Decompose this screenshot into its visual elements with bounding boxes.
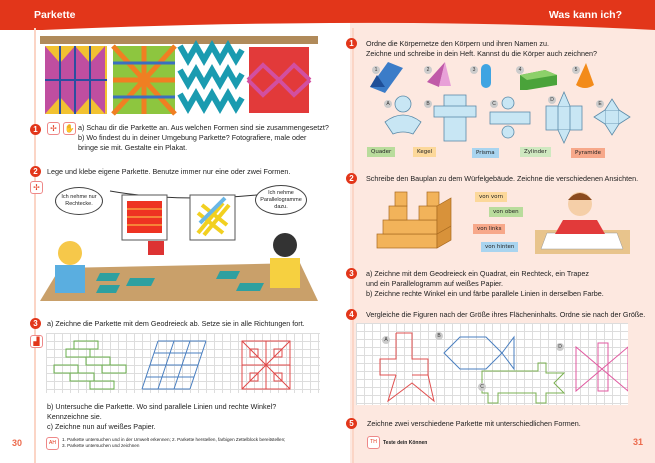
name-card[interactable]: Zylinder bbox=[520, 147, 551, 157]
task-number: 5 bbox=[346, 418, 357, 429]
margin-line bbox=[34, 28, 36, 463]
name-card[interactable]: Pyramide bbox=[571, 148, 605, 158]
view-card[interactable]: von hinten bbox=[481, 242, 518, 252]
star-parquet bbox=[242, 341, 290, 389]
figure-label: D bbox=[556, 343, 564, 351]
view-card[interactable]: von links bbox=[473, 224, 505, 234]
net-label: E bbox=[596, 100, 604, 108]
brick-parquet bbox=[54, 341, 126, 389]
task-text: c) Zeichne nun auf weißes Papier. bbox=[47, 422, 156, 431]
task-number: 1 bbox=[346, 38, 357, 49]
bar-steps-icon: ▟ bbox=[30, 335, 43, 348]
task-number: 2 bbox=[30, 166, 41, 177]
parquet-tile-1 bbox=[45, 46, 107, 114]
solid-label: 5 bbox=[572, 66, 580, 74]
footer-note: 3. Parkette untersuchen und zeichnen bbox=[62, 443, 140, 448]
task-text: Lege und klebe eigene Parkette. Benutze immer nur eine oder zwei Formen. bbox=[47, 167, 291, 176]
speech-bubble-right: Ich nehme Parallelogramme dazu. bbox=[255, 185, 307, 215]
net-label: C bbox=[490, 100, 498, 108]
task-text: und ein Parallelogramm auf weißes Papier. bbox=[366, 279, 504, 288]
hand-icon: ✋ bbox=[64, 124, 75, 133]
cube-building bbox=[375, 188, 465, 254]
view-card[interactable]: von vorn bbox=[475, 192, 507, 202]
task-text: b) Wo findest du in deiner Umgebung Parkette? Fotografiere, male oder bbox=[78, 133, 307, 142]
net-label: B bbox=[424, 100, 432, 108]
parquet-tile-4 bbox=[248, 46, 310, 114]
parquet-tiles-illustration bbox=[40, 36, 318, 118]
page-number: 31 bbox=[633, 437, 644, 447]
task-number: 2 bbox=[346, 173, 357, 184]
task-text: Kennzeichne sie. bbox=[47, 412, 102, 421]
boy-drawing-illustration bbox=[535, 188, 630, 254]
net-label: A bbox=[384, 100, 392, 108]
parquet-tile-2 bbox=[113, 46, 175, 114]
name-card[interactable]: Kegel bbox=[413, 147, 436, 157]
net-label: D bbox=[548, 96, 556, 104]
task-text: Vergleiche die Figuren nach der Größe ihres Flächeninhalts. Ordne sie nach der Größe. bbox=[366, 310, 646, 319]
figure-label: A bbox=[382, 336, 390, 344]
task-number: 4 bbox=[346, 309, 357, 320]
parquet-tile-3 bbox=[180, 46, 242, 114]
solid-label: 3 bbox=[470, 66, 478, 74]
cross-arrows-icon: ✢ bbox=[47, 122, 60, 135]
view-card[interactable]: von oben bbox=[489, 207, 523, 217]
name-card[interactable]: Prisma bbox=[472, 148, 499, 158]
cross-arrows-icon: ✢ bbox=[30, 181, 43, 194]
area-comparison-grid bbox=[356, 323, 628, 405]
footer-note: Teste dein Können bbox=[383, 440, 428, 446]
name-card[interactable]: Quader bbox=[367, 147, 395, 157]
parquet-grid bbox=[46, 333, 320, 393]
solid-label: 2 bbox=[424, 66, 432, 74]
figure-label: B bbox=[435, 332, 443, 340]
solid-label: 4 bbox=[516, 66, 524, 74]
solid-label: 1 bbox=[372, 66, 380, 74]
task-number: 1 bbox=[30, 124, 41, 135]
task-text: a) Zeichne die Parkette mit dem Geodreieck ab. Setze sie in alle Richtungen fort. bbox=[47, 319, 305, 328]
task-text: a) Schau dir die Parkette an. Aus welchen Formen sind sie zusammengesetzt? bbox=[78, 123, 329, 132]
task-number: 3 bbox=[346, 268, 357, 279]
figure-label: C bbox=[478, 383, 486, 391]
solids-and-nets bbox=[350, 60, 650, 150]
section-title: Was kann ich? bbox=[548, 9, 622, 21]
task-text: Ordne die Körpernetze den Körpern und ihren Namen zu. bbox=[366, 39, 549, 48]
parallelogram-parquet bbox=[142, 341, 206, 389]
test-icon: TH bbox=[367, 436, 380, 449]
task-text: Schreibe den Bauplan zu dem Würfelgebäude. Zeichne die verschiedenen Ansichten. bbox=[366, 174, 639, 183]
speech-bubble-left: Ich nehme nur Rechtecke. bbox=[55, 187, 103, 215]
task-text: bringe sie mit. Gestalte ein Plakat. bbox=[78, 143, 188, 152]
task-text: b) Zeichne rechte Winkel ein und färbe parallele Linien in derselben Farbe. bbox=[366, 289, 604, 298]
task-text: Zeichne und schreibe in dein Heft. Kannst du die Körper auch zeichnen? bbox=[366, 49, 597, 58]
footer-note: 1. Parkette untersuchen und in der Umwelt erkennen; 2. Parkette herstellen, farbigen Zettelblock bereitstellen; bbox=[62, 437, 286, 442]
page-number: 30 bbox=[12, 438, 23, 448]
teacher-notes-icon: AH bbox=[46, 437, 59, 450]
task-text: a) Zeichne mit dem Geodreieck ein Quadrat, ein Rechteck, ein Trapez bbox=[366, 269, 589, 278]
task-text: b) Untersuche die Parkette. Wo sind parallele Linien und rechte Winkel? bbox=[47, 402, 277, 411]
chapter-title: Parkette bbox=[34, 9, 76, 21]
task-text: Zeichne zwei verschiedene Parkette mit unterschiedlichen Formen. bbox=[367, 419, 581, 428]
task-number: 3 bbox=[30, 318, 41, 329]
